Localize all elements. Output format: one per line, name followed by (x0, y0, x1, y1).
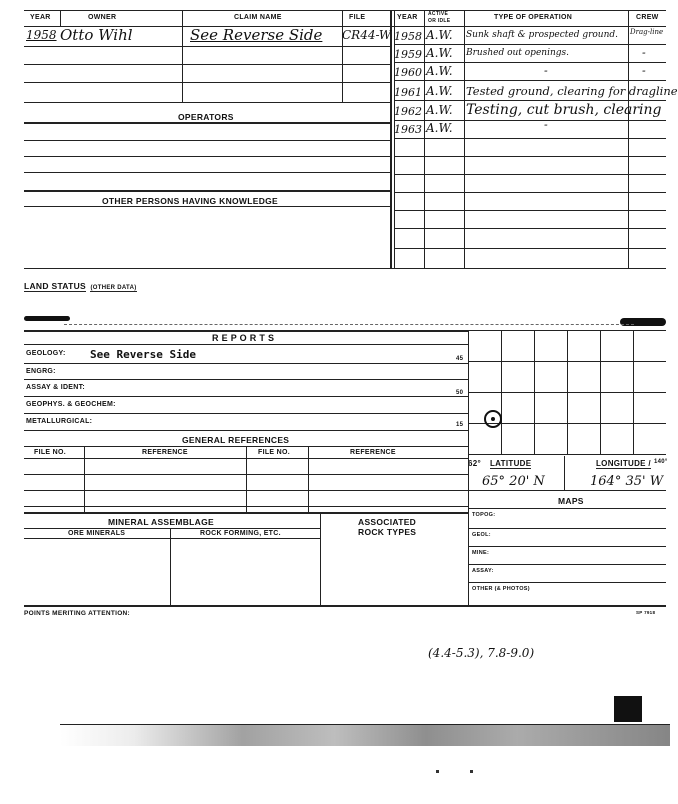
file-number: CR44-W (342, 28, 392, 42)
rock-types-label: ROCK TYPES (358, 527, 417, 537)
report-row-value: See Reverse Side (90, 348, 196, 361)
report-margin-number: 50 (456, 390, 464, 396)
operation-type: Testing, cut brush, clearing (466, 102, 662, 118)
points-section (24, 608, 666, 708)
longitude-label: LONGITUDE / (596, 459, 651, 468)
operation-type: - (544, 64, 548, 77)
location-marker-icon (484, 410, 502, 428)
points-label: POINTS MERITING ATTENTION: (24, 610, 131, 617)
operation-year: 1959 (394, 48, 422, 61)
operation-type: Tested ground, clearing for dragline (466, 84, 678, 98)
operation-crew: - (642, 46, 646, 59)
operation-active: A.W. (426, 103, 453, 117)
points-note: (4.4-5.3), 7.8-9.0) (428, 646, 535, 660)
maps-row-label: OTHER (& PHOTOS) (472, 586, 530, 592)
latitude-value: 65° 20' N (482, 474, 545, 489)
operation-year: 1960 (394, 66, 422, 79)
header-year: YEAR (30, 14, 51, 21)
header-owner: OWNER (88, 14, 117, 21)
land-status-sub: (OTHER DATA) (90, 285, 137, 291)
ref-header-reference: REFERENCE (142, 449, 188, 456)
operation-year: 1963 (394, 123, 422, 136)
location-prefix: 62° (468, 459, 481, 468)
maps-row-label: ASSAY: (472, 568, 494, 574)
scan-artifact (614, 696, 642, 722)
rock-forming-label: ROCK FORMING, ETC. (200, 530, 281, 537)
scan-speck (470, 770, 473, 773)
form-number: SP 7918 (636, 610, 656, 615)
associated-label: ASSOCIATED (358, 517, 417, 527)
operation-crew: - (642, 64, 646, 77)
maps-row-label: GEOL: (472, 532, 491, 538)
header-idle: OR IDLE (428, 18, 451, 24)
report-row-label: GEOLOGY: (26, 350, 66, 357)
reports-title: R E P O R T S (212, 333, 275, 343)
report-row-label: ENGRG: (26, 368, 56, 375)
map-grid (468, 330, 666, 454)
operation-active: A.W. (426, 84, 453, 98)
mineral-assemblage-title: MINERAL ASSEMBLAGE (108, 517, 214, 527)
ref-header-reference-2: REFERENCE (350, 449, 396, 456)
header-file: FILE (349, 14, 366, 21)
report-row-label: GEOPHYS. & GEOCHEM: (26, 401, 116, 408)
header-claim-name: CLAIM NAME (234, 14, 282, 21)
owner-name: Otto Wihl (60, 26, 133, 44)
maps-row-label: MINE: (472, 550, 490, 556)
operation-type: Sunk shaft & prospected ground. (466, 30, 619, 40)
land-status-label: LAND STATUS (24, 281, 87, 291)
header-active: ACTIVE (428, 11, 449, 17)
operation-year: 1962 (394, 105, 422, 118)
scan-line (60, 724, 670, 725)
maps-title: MAPS (558, 496, 584, 506)
longitude-suffix: 140° (654, 459, 668, 465)
bottom-form (24, 316, 666, 608)
claim-name: See Reverse Side (190, 26, 323, 44)
operation-crew: Drag-line (630, 28, 664, 36)
ref-header-file-no-2: FILE NO. (258, 449, 290, 456)
other-persons-label: OTHER PERSONS HAVING KNOWLEDGE (102, 196, 279, 206)
header-year-2: YEAR (397, 14, 418, 21)
header-crew: CREW (636, 14, 659, 21)
operation-type: - (544, 118, 548, 131)
report-margin-number: 45 (456, 356, 464, 362)
report-margin-number: 15 (456, 422, 464, 428)
report-row-label: METALLURGICAL: (26, 418, 93, 425)
maps-row-label: TOPOG: (472, 512, 496, 518)
longitude-value: 164° 35' W (590, 474, 664, 489)
operation-year: 1958 (394, 30, 422, 43)
operation-active: A.W. (426, 121, 453, 135)
general-references-title: GENERAL REFERENCES (182, 435, 290, 445)
header-type-of-operation: TYPE OF OPERATION (494, 14, 573, 21)
ore-minerals-label: ORE MINERALS (68, 530, 126, 537)
operation-active: A.W. (426, 64, 453, 78)
operation-active: A.W. (426, 28, 453, 42)
scan-speck (436, 770, 439, 773)
operation-active: A.W. (426, 46, 453, 60)
land-status (24, 276, 137, 294)
ref-header-file-no: FILE NO. (34, 449, 66, 456)
operation-type: Brushed out openings. (466, 48, 569, 58)
operators-label: OPERATORS (178, 112, 234, 122)
top-table (24, 8, 678, 270)
latitude-label: LATITUDE (490, 459, 532, 468)
report-row-label: ASSAY & IDENT: (26, 384, 86, 391)
owner-year: 1958 (26, 28, 57, 42)
operation-year: 1961 (394, 86, 422, 99)
scan-artifact (60, 724, 670, 746)
